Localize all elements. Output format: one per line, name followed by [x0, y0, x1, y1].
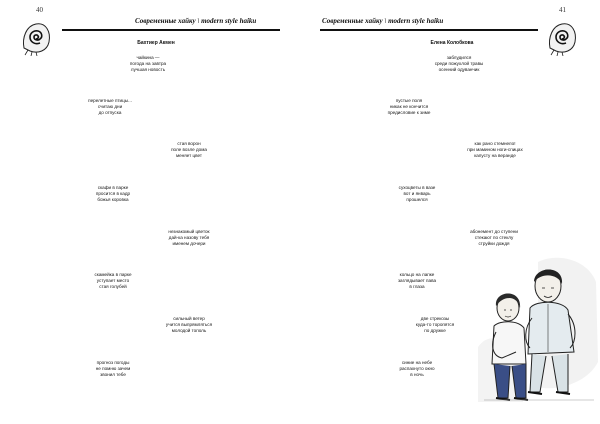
haiku-line: кольцо на лапке — [399, 272, 435, 277]
haiku-line: меняет цвет — [175, 153, 203, 159]
haiku-line: в ночь — [410, 372, 424, 378]
haiku-line: молодой тополь — [171, 328, 207, 334]
haiku — [362, 185, 472, 204]
haiku-line: учится выпрямляться — [165, 322, 213, 328]
haiku-line: поле возле дома — [171, 147, 207, 153]
haiku-line: капусту на веранде — [474, 153, 516, 159]
haiku — [134, 316, 244, 335]
running-header: Современные хайку \ modern style haiku — [322, 17, 444, 25]
haiku-line: именем дочери — [172, 241, 206, 247]
haiku-line: куда-то торопятся — [415, 322, 455, 328]
haiku-line: незнакомый цветок — [168, 229, 210, 234]
haiku-line: дай-ка назову тебя — [168, 235, 210, 241]
spiral-logo-icon — [20, 20, 52, 56]
haiku-line: стая голубей — [99, 284, 127, 290]
author-name: Елена Колобкова — [430, 40, 474, 46]
haiku — [55, 98, 165, 117]
right-page — [300, 0, 600, 424]
haiku-line: божья коровка — [97, 197, 129, 203]
haiku-line: перелетные птицы... — [88, 98, 132, 103]
author-name: Бахтиер Акмен — [137, 40, 175, 46]
haiku — [93, 55, 203, 74]
haiku-line: абонемент до ступени — [470, 229, 518, 234]
haiku — [354, 98, 464, 117]
haiku — [134, 229, 244, 248]
haiku — [440, 141, 550, 160]
haiku-line: по дружке — [424, 328, 446, 334]
haiku-line: как рано стемнело! — [474, 141, 516, 146]
haiku — [439, 229, 549, 248]
haiku-line: при мамином ноги-спицах — [467, 147, 523, 153]
haiku — [362, 272, 472, 291]
haiku — [380, 316, 490, 335]
running-header: Современные хайку \ modern style haiku — [135, 17, 257, 25]
haiku — [58, 360, 168, 379]
haiku-line: не помню зачем — [95, 366, 131, 372]
haiku — [362, 360, 472, 379]
haiku-line: две стрекозы — [420, 316, 450, 321]
haiku-line: чайкина — — [136, 55, 160, 60]
page-number: 40 — [36, 6, 43, 14]
haiku — [404, 55, 514, 74]
haiku-line: звонил тебе — [100, 372, 126, 378]
haiku-line: сильный ветер — [173, 316, 205, 321]
haiku-line: синие на небе — [401, 360, 433, 365]
haiku-line: в глаза — [409, 284, 425, 290]
haiku — [134, 141, 244, 160]
haiku-line: прогноз погоды — [96, 360, 130, 365]
haiku-line: просится в кадр — [95, 191, 131, 197]
spiral-logo-icon — [546, 20, 578, 56]
haiku-line: пустые поля — [395, 98, 423, 103]
haiku-line: сухоцветы в вазе — [398, 185, 436, 190]
haiku-line: никак не кончится — [389, 104, 429, 110]
haiku-line: заблудился — [446, 55, 472, 60]
haiku-line: распахнуто окно — [399, 366, 435, 372]
haiku-line: предисловие к зиме — [387, 110, 431, 116]
haiku-line: стекают по стеклу — [474, 235, 514, 241]
haiku-line: считаю дни — [97, 104, 123, 110]
haiku-line: среди пожухлой травы — [434, 61, 484, 67]
haiku-line: струйки дождя — [478, 241, 510, 247]
haiku-line: скамейка в парке — [94, 272, 132, 277]
haiku — [58, 272, 168, 291]
haiku-line: лучшая новость — [130, 67, 166, 73]
haiku-line: вот и январь — [403, 191, 431, 197]
page-number: 41 — [559, 6, 566, 14]
haiku-line: скафи в парке — [97, 185, 129, 190]
haiku-line: уступает место — [96, 278, 130, 284]
haiku-line: заглядывает пава — [397, 278, 437, 284]
haiku-line: погода на завтра — [129, 61, 167, 67]
header-rule — [320, 29, 538, 31]
haiku-line: до отпуска — [98, 110, 122, 116]
header-rule — [62, 29, 280, 31]
couple-sketch-illustration — [478, 252, 600, 402]
haiku-line: стая ворон — [177, 141, 201, 146]
haiku-line: прошелся — [406, 197, 428, 203]
haiku-line: осенний одуванчик — [438, 67, 480, 73]
haiku — [58, 185, 168, 204]
